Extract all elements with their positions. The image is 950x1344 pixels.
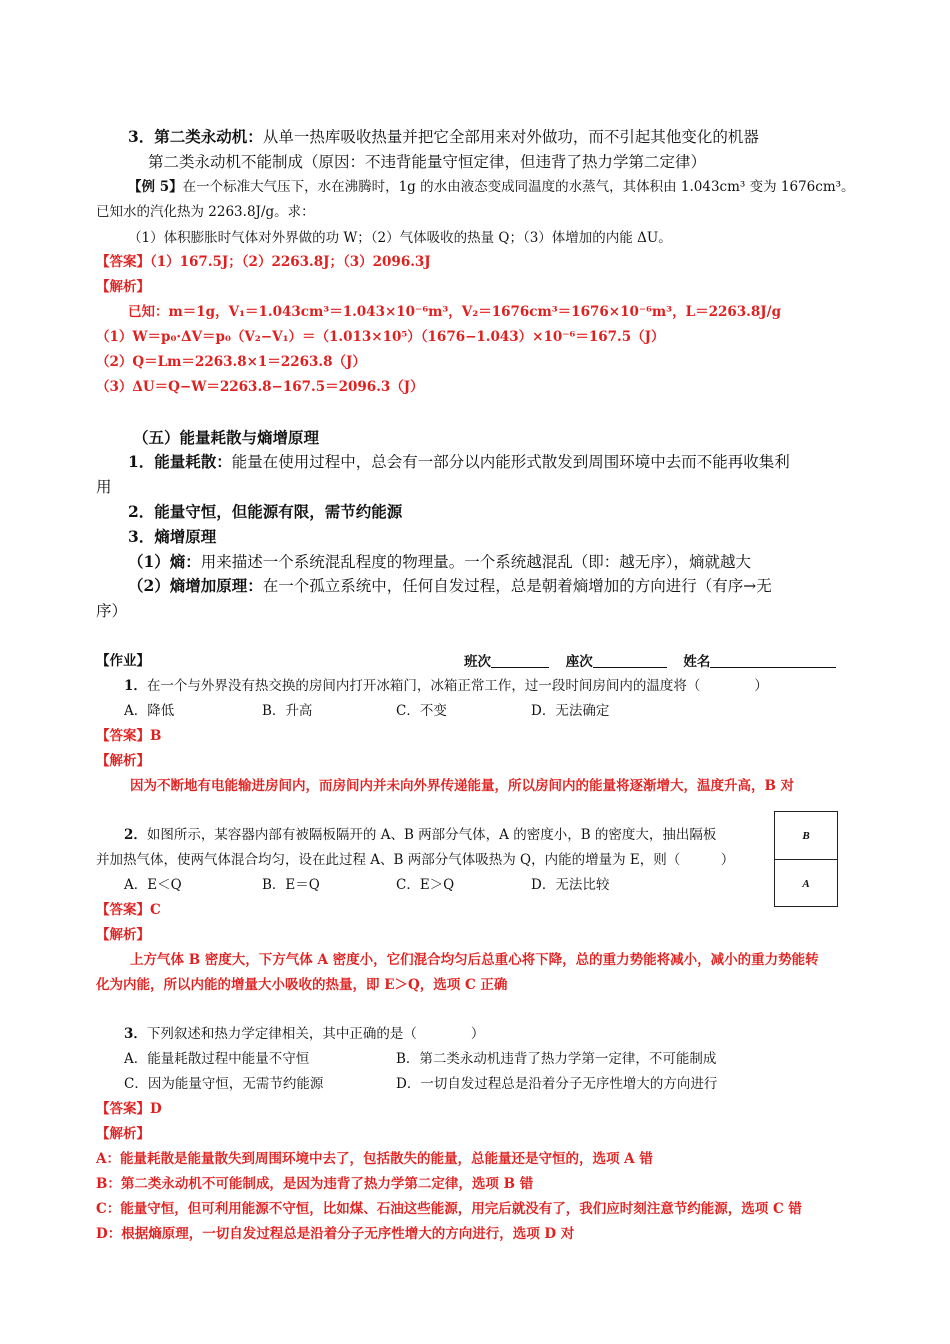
class-blank[interactable]	[491, 653, 549, 668]
s5-p3a-text: 用来描述一个系统混乱程度的物理量。一个系统越混乱（即：越无序），熵就越大	[200, 553, 752, 571]
s1-text: 从单一热库吸收热量并把它全部用来对外做功，而不引起其他变化的机器	[262, 128, 759, 146]
ex5-line1	[128, 179, 855, 195]
q2-container-figure	[774, 811, 838, 907]
ex5-known: 已知：m＝1g，V₁＝1.043cm³＝1.043×10⁻⁶m³，V₂＝1676cm³＝1676×10⁻⁶m³，L＝2263.8J/g	[128, 304, 782, 320]
q1-option-c: C．不变	[396, 703, 447, 719]
q1-num: 1．	[124, 678, 147, 694]
q2-stem-line2: 并加热气体，使两气体混合均匀，设在此过程 A、B 两部分气体吸热为 Q，内能的增量为 E，则（ ）	[96, 852, 735, 868]
s5-p3a	[128, 553, 751, 572]
q1-analysis-label: 【解析】	[96, 753, 150, 769]
q3-explain-b: B：第二类永动机不可能制成，是因为违背了热力学第二定律，选项 B 错	[96, 1176, 534, 1192]
figure-label-a: A	[802, 878, 810, 890]
q2-num: 2．	[124, 827, 147, 843]
s5-p1-cont: 用	[96, 478, 112, 496]
s1-title: 第二类永动机：	[154, 127, 263, 146]
ex5-analysis-label: 【解析】	[96, 279, 150, 295]
s5-p2: 2．能量守恒，但能源有限，需节约能源	[128, 502, 403, 521]
q3-num: 3．	[124, 1026, 147, 1042]
s5-p3b-title: （2）熵增加原理：	[128, 576, 263, 595]
s5-p3b	[128, 577, 772, 596]
q1-stem-line	[124, 678, 768, 694]
q3-analysis-label: 【解析】	[96, 1126, 150, 1142]
seat-blank[interactable]	[593, 653, 667, 668]
s5-p3b-cont: 序）	[96, 602, 128, 620]
q2-analysis-label: 【解析】	[96, 927, 150, 943]
q1-option-b: B．升高	[262, 703, 313, 719]
q1-option-d: D．无法确定	[531, 703, 610, 719]
seat-label: 座次	[565, 654, 593, 670]
q2-option-b: B．E＝Q	[262, 877, 320, 893]
ex5-answer: 【答案】（1）167.5J；（2）2263.8J；（3）2096.3J	[96, 254, 431, 270]
q3-explain-c: C：能量守恒，但可利用能源不守恒，比如煤、石油这些能源，用完后就没有了，我们应时刻注意节约能源，选项 C 错	[96, 1201, 802, 1217]
class-label: 班次	[464, 654, 491, 670]
s1-title-num: 3．	[128, 127, 155, 146]
q2-option-c: C．E＞Q	[396, 877, 455, 893]
q2-explain-line1: 上方气体 B 密度大，下方气体 A 密度小，它们混合均匀后总重心将下降，总的重力势能将减小，减小的重力势能转	[130, 952, 819, 968]
q2-stem1: 如图所示，某容器内部有被隔板隔开的 A、B 两部分气体，A 的密度小，B 的密度大，抽出隔板	[146, 827, 717, 843]
q3-option-a: A．能量耗散过程中能量不守恒	[124, 1051, 310, 1067]
q3-explain-a: A：能量耗散是能量散失到周围环境中去了，包括散失的能量，总能量还是守恒的，选项 A 错	[96, 1151, 653, 1167]
ex5-tag: 【例 5】	[128, 179, 183, 195]
ex5-step1: （1）W＝p₀·ΔV＝p₀（V₂−V₁）＝（1.013×10⁵）（1676−1.043）×10⁻⁶＝167.5（J）	[96, 329, 665, 345]
q3-stem-line	[124, 1026, 484, 1042]
s5-p3: 3．熵增原理	[128, 527, 217, 546]
q3-answer: 【答案】D	[96, 1101, 162, 1117]
s1-line2: 第二类永动机不能制成（原因：不违背能量守恒定律，但违背了热力学第二定律）	[148, 153, 707, 171]
q1-explain: 因为不断地有电能输进房间内，而房间内并未向外界传递能量，所以房间内的能量将逐渐增大，温度升高，B 对	[130, 778, 795, 794]
figure-partition	[775, 859, 837, 860]
q1-answer: 【答案】B	[96, 728, 162, 744]
ex5-step3: （3）ΔU＝Q−W＝2263.8−167.5＝2096.3（J）	[96, 379, 424, 395]
q2-answer: 【答案】C	[96, 902, 161, 918]
name-blank[interactable]	[710, 653, 836, 668]
ex5-text1: 在一个标准大气压下，水在沸腾时，1g 的水由液态变成同温度的水蒸气，其体积由 1.043cm³ 变为 1676cm³。	[182, 179, 855, 195]
s5-p3a-title: （1）熵：	[128, 552, 201, 571]
q3-option-b: B．第二类永动机违背了热力学第一定律，不可能制成	[396, 1051, 717, 1067]
q1-option-a: A．降低	[124, 703, 175, 719]
q3-option-d: D．一切自发过程总是沿着分子无序性增大的方向进行	[396, 1076, 718, 1092]
ex5-line2: 已知水的汽化热为 2263.8J/g。求：	[96, 204, 315, 220]
q2-stem-line1	[124, 827, 716, 843]
q2-option-d: D．无法比较	[531, 877, 610, 893]
q3-option-c: C．因为能量守恒，无需节约能源	[124, 1076, 324, 1092]
q3-stem: 下列叙述和热力学定律相关，其中正确的是（ ）	[146, 1026, 485, 1042]
s1-title-line	[128, 128, 759, 147]
figure-label-b: B	[802, 830, 810, 842]
ex5-line3: （1）体积膨胀时气体对外界做的功 W；（2）气体吸收的热量 Q；（3）体增加的内能 ΔU。	[128, 230, 672, 246]
name-label: 姓名	[683, 654, 711, 670]
s5-heading: （五）能量耗散与熵增原理	[133, 428, 320, 447]
q1-stem: 在一个与外界没有热交换的房间内打开冰箱门，冰箱正常工作，过一段时间房间内的温度将（ ）	[146, 678, 768, 694]
ex5-step2: （2）Q＝Lm＝2263.8×1＝2263.8（J）	[96, 354, 366, 370]
s5-p1-title: 1．能量耗散：	[128, 452, 232, 471]
s5-p3b-text: 在一个孤立系统中，任何自发过程，总是朝着熵增加的方向进行（有序→无	[262, 577, 772, 595]
q3-explain-d: D：根据熵原理，一切自发过程总是沿着分子无序性增大的方向进行，选项 D 对	[96, 1226, 575, 1242]
q2-explain-line2: 化为内能，所以内能的增量大小吸收的热量，即 E＞Q，选项 C 正确	[96, 977, 508, 993]
hw-fields	[464, 653, 836, 670]
s5-p1-text: 能量在使用过程中，总会有一部分以内能形式散发到周围环境中去而不能再收集利	[231, 453, 790, 471]
q2-option-a: A．E＜Q	[124, 877, 182, 893]
hw-label: 【作业】	[96, 653, 150, 669]
s5-p1	[128, 453, 790, 472]
